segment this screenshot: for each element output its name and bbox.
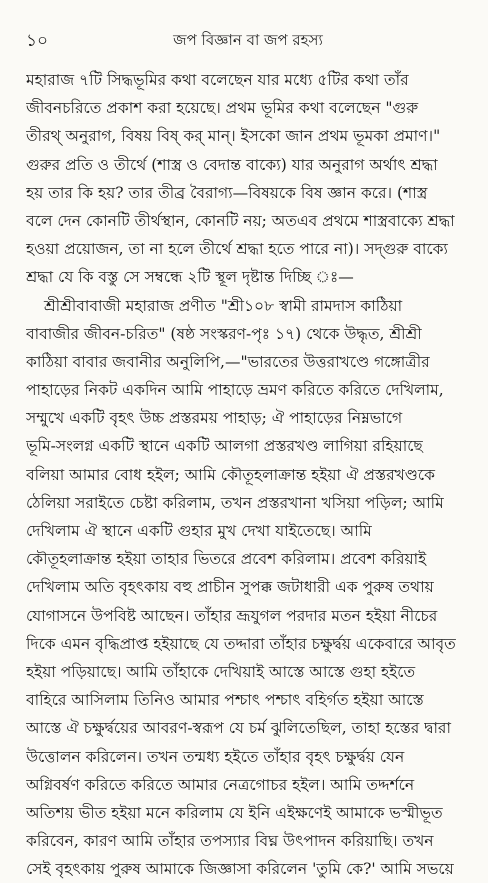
text-line: দেখিলাম ঐ স্থানে একটি গুহার মুখ দেখা যাইতেছে। আমি [26,522,372,540]
text-line: ঠেলিয়া সরাইতে চেষ্টা করিলাম, তখন প্রস্তরখানা খসিয়া পড়িল; আমি [26,493,444,512]
body-text [26,66,470,883]
text-line: করিবেন, কারণ আমি তাঁহার তপস্যার বিঘ্ন উৎপাদন করিয়াছি। তখন [26,832,434,851]
text-line: যোগাসনে উপবিষ্ট আছেন। তাঁহার ভ্রূযুগল পরদার মতন হইয়া নীচের [26,606,438,625]
text-line: সেই বৃহৎকায় পুরুষ আমাকে জিজ্ঞাসা করিলেন 'তুমি কে?' আমি সভয়ে [26,860,454,879]
text-line: হইয়া পড়িয়াছে। আমি তাঁহাকে দেখিয়াই আস্তে আস্তে গুহা হইতে [26,662,416,681]
text-line: বলে দেন কোনটি তীর্থস্থান, কোনটি নয়; অতএব প্রথমে শাস্ত্রবাক্যে শ্রদ্ধা [26,211,455,230]
text-line: দিকে এমন বৃদ্ধিপ্রাপ্ত হইয়াছে যে তদ্দারা তাঁহার চক্ষুর্দ্বয় একেবারে আবৃত [26,634,456,653]
text-line: শ্রীশ্রীবাবাজী মহারাজ প্রণীত "শ্রী১০৮ স্বামী রামদাস কাঠিয়া [44,296,403,315]
text-line: পাহাড়ের নিকট একদিন আমি পাহাড়ে ভ্রমণ করিতে করিতে দেখিলাম, [26,381,444,400]
text-line: সম্মুখে একটি বৃহৎ উচ্চ প্রস্তরময় পাহাড়; ঐ পাহাড়ের নিম্নভাগে [26,409,403,428]
text-line: হয় তার কি হয়? তার তীব্র বৈরাগ্য—বিষয়কে বিষ জ্ঞান করে। (শাস্ত্র [26,183,428,202]
text-line: কাঠিয়া বাবার জবানীর অনুলিপি,—"ভারতের উত্তরাখণ্ডে গঙ্গোত্রীর [26,352,430,371]
running-title: জপ বিজ্ঞান বা জপ রহস্য [173,31,323,49]
text-line: শ্রদ্ধা যে কি বস্তু সে সম্বন্ধে ২টি স্থূল দৃষ্টান্ত দিচ্ছি ঃ— [26,268,354,287]
text-line: বাহিরে আসিলাম তিনিও আমার পশ্চাৎ পশ্চাৎ বহির্গত হইয়া আস্তে [26,691,424,710]
text-line: অতিশয় ভীত হইয়া মনে করিলাম যে ইনি এইক্ষণেই আমাকে ভস্মীভূত [26,803,443,822]
text-line: কৌতূহলাক্রান্ত হইয়া তাহার ভিতরে প্রবেশ করিলাম। প্রবেশ করিয়াই [26,550,427,569]
page-header [26,26,470,52]
text-line: বাবাজীর জীবন-চরিত" (ষষ্ঠ সংস্করণ-পৃঃ ১৭) থেকে উদ্ধৃত, শ্রীশ্রী [26,324,422,343]
text-line: দেখিলাম অতি বৃহৎকায় বহু প্রাচীন সুপক্ক জটাধারী এক পুরুষ তথায় [26,578,434,597]
text-line: হওয়া প্রয়োজন, তা না হলে তীর্থে শ্রদ্ধা হতে পারে না)। সদ্গুরু বাক্যে [26,240,448,259]
text-line: গুরুর প্রতি ও তীর্থে (শাস্ত্র ও বেদান্ত বাক্যে) যার অনুরাগ অর্থাৎ শ্রদ্ধা [26,155,438,174]
text-line: বলিয়া আমার বোধ হইল; আমি কৌতূহলাক্রান্ত হইয়া ঐ প্রস্তরখণ্ডকে [26,465,436,484]
text-line: মহারাজ ৭টি সিদ্ধভূমির কথা বলেছেন যার মধ্যে ৫টির কথা তাঁর [26,71,409,89]
text-line: তীরথ্ অনুরাগ, বিষয় বিষ্ কর্ মান্। ইসকো জান প্রথম ভূমকা প্রমাণ।" [26,127,441,146]
text-line: জীবনচরিতে প্রকাশ করা হয়েছে। প্রথম ভূমির কথা বলেছেন "গুরু [26,99,419,118]
page-number: ১০ [26,31,49,51]
text-line: অগ্নিবর্ষণ করিতে করিতে আমার নেত্রগোচর হইল। আমি তদ্দর্শনে [26,775,415,794]
text-line: ভূমি-সংলগ্ন একটি স্থানে একটি আলগা প্রস্তরখণ্ড লাগিয়া রহিয়াছে [26,437,423,456]
text-line: আস্তে ঐ চক্ষুর্দ্বয়ের আবরণ-স্বরূপ যে চর্ম ঝুলিতেছিল, তাহা হস্তের দ্বারা [26,719,451,738]
text-line: উত্তোলন করিলেন। তখন তন্মধ্য হইতে তাঁহার বৃহৎ চক্ষুর্দ্বয় যেন [26,747,405,766]
